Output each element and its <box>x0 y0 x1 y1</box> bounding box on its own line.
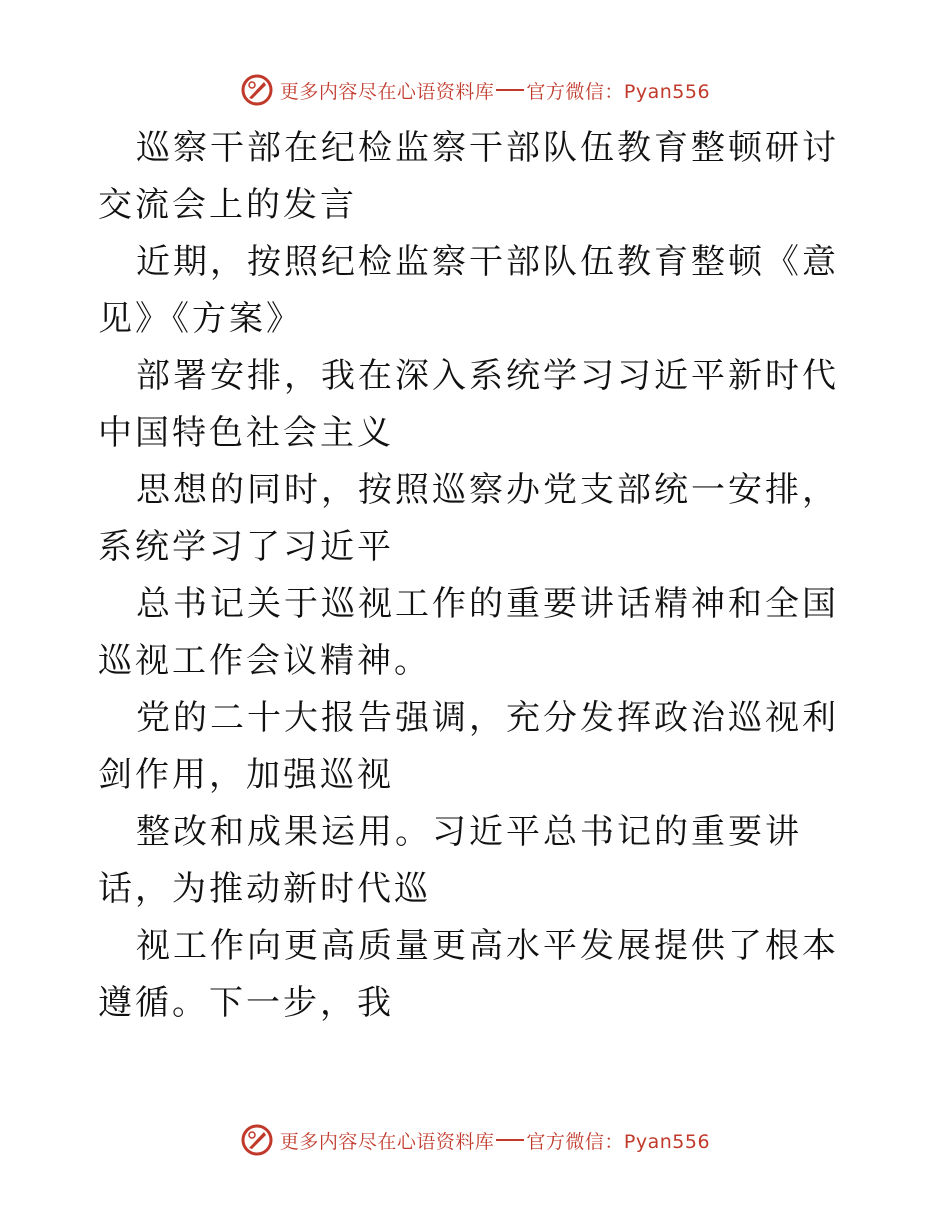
footer-banner <box>0 1120 950 1160</box>
footer-banner-contact: 官方微信：Pyan556 <box>526 1130 711 1153</box>
paragraph: 巡察干部在纪检监察干部队伍教育整顿研讨交流会上的发言 <box>98 128 839 225</box>
quill-logo-icon <box>240 1123 274 1157</box>
quill-logo-icon <box>240 73 274 107</box>
paragraph: 近期，按照纪检监察干部队伍教育整顿《意见》《方案》 <box>98 242 839 339</box>
paragraph: 总书记关于巡视工作的重要讲话精神和全国巡视工作会议精神。 <box>98 584 839 681</box>
header-banner-contact: 官方微信：Pyan556 <box>526 80 711 103</box>
header-banner-dash <box>496 89 524 91</box>
paragraph: 视工作向更高质量更高水平发展提供了根本遵循。下一步，我 <box>98 926 839 1023</box>
paragraph: 整改和成果运用。习近平总书记的重要讲话，为推动新时代巡 <box>98 812 802 909</box>
paragraph: 思想的同时，按照巡察办党支部统一安排，系统学习了习近平 <box>98 470 839 567</box>
document-body <box>98 120 858 1032</box>
footer-banner-text-group <box>280 1127 710 1154</box>
paragraph: 党的二十大报告强调，充分发挥政治巡视利剑作用，加强巡视 <box>98 698 839 795</box>
header-banner-text: 更多内容尽在心语资料库 <box>279 80 495 103</box>
footer-banner-text: 更多内容尽在心语资料库 <box>279 1130 495 1153</box>
paragraph: 部署安排，我在深入系统学习习近平新时代中国特色社会主义 <box>98 356 839 453</box>
footer-banner-dash <box>496 1139 524 1141</box>
header-banner <box>0 70 950 110</box>
header-banner-text-group <box>280 77 710 104</box>
